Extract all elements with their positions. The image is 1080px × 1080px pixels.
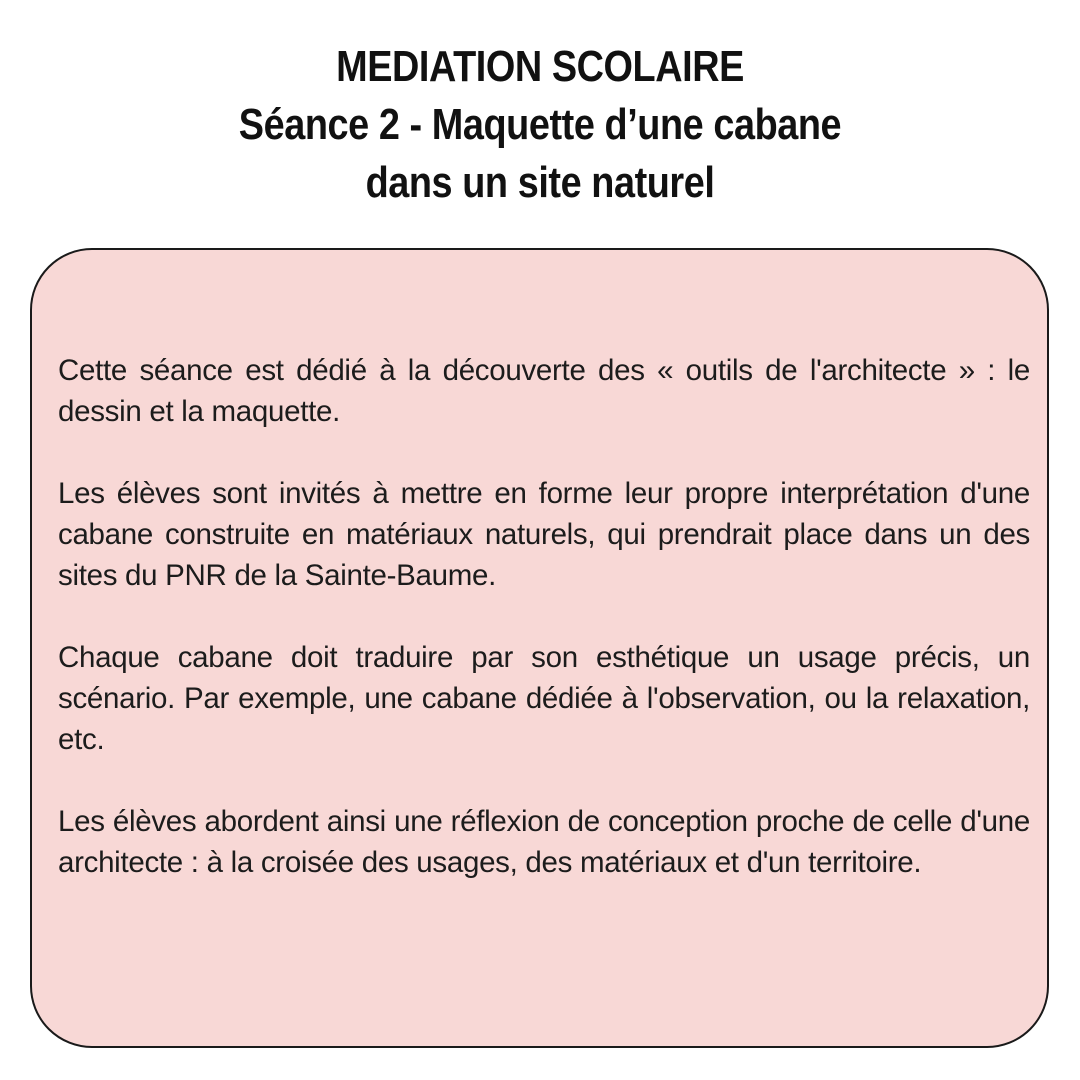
description-card [30,248,1049,1048]
paragraph-scenario: Chaque cabane doit traduire par son esthétique un usage précis, un scénario. Par exemple, une cabane dédiée à l'observation, ou la relaxation, etc. [58,641,1030,756]
paragraph-intro: Cette séance est dédié à la découverte des « outils de l'architecte » : le dessin et la maquette. [58,354,1030,428]
paragraph-conclusion: Les élèves abordent ainsi une réflexion de conception proche de celle d'une architecte : à la croisée des usages, des matériaux et d'un territoire. [58,805,1030,879]
description-body [58,350,1030,883]
title-line-2: Séance 2 - Maquette d’une cabane [238,100,842,149]
page-title [0,38,1080,212]
title-line-3: dans un site naturel [365,158,715,207]
paragraph-task: Les élèves sont invités à mettre en forme leur propre interprétation d'une cabane construite en matériaux naturels, qui prendrait place dans un des sites du PNR de la Sainte-Baume. [58,477,1030,592]
title-line-1: MEDIATION SCOLAIRE [336,42,744,91]
